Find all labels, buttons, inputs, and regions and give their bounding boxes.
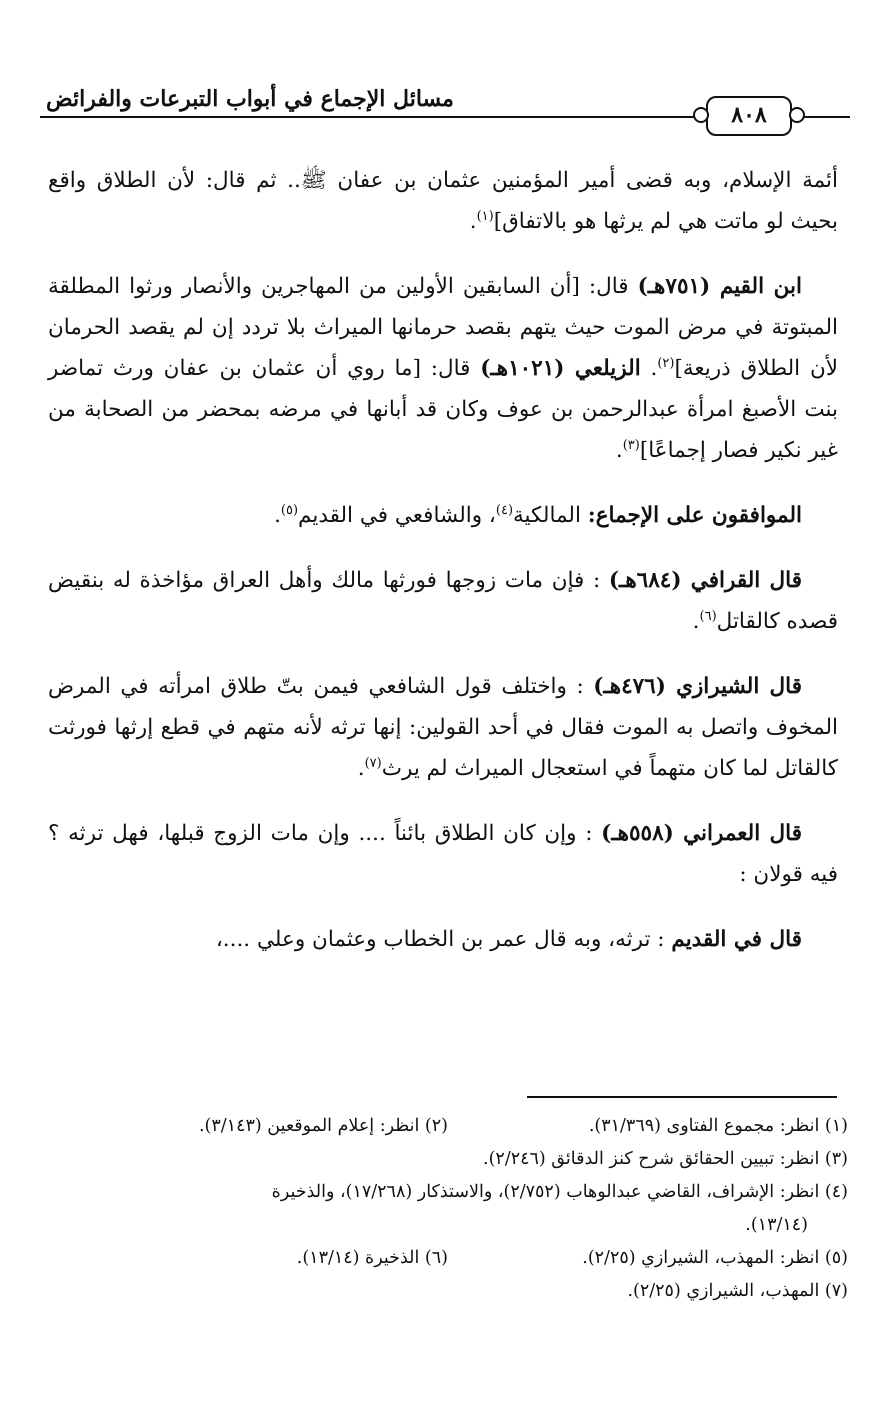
footnote-ref: (١) <box>476 208 494 224</box>
paragraph-4: قال القرافي (٦٨٤هـ) : فإن مات زوجها فورثها مالك وأهل العراق مؤاخذة له بنقيض قصده كالقاتل$^{(٦)}$. <box>48 568 838 634</box>
page-header <box>40 82 850 130</box>
footnote-row <box>48 1209 848 1242</box>
scholar-name: قال القرافي (٦٨٤هـ) <box>608 568 802 593</box>
footnote-ref: (٧) <box>364 755 382 771</box>
section-lead: قال في القديم <box>671 927 802 952</box>
paragraph-3: الموافقون على الإجماع: المالكية$^{(٤)}$، والشافعي في القديم$^{(٥)}$. <box>274 502 802 528</box>
footnotes <box>48 1110 848 1308</box>
footnote-row <box>48 1275 848 1308</box>
scholar-name: قال الشيرازي (٤٧٦هـ) <box>593 674 802 699</box>
footnote-1: (١) انظر: مجموع الفتاوى (٣١/٣٦٩). <box>588 1116 848 1136</box>
paragraph-text: : فإن مات زوجها فورثها مالك وأهل العراق مؤاخذة له بنقيض قصده كالقاتل <box>48 568 838 634</box>
scholar-name: ابن القيم (٧٥١هـ) <box>637 274 802 299</box>
scholar-name: قال العمراني (٥٥٨هـ) <box>601 821 802 846</box>
footnote-5: (٥) انظر: المهذب، الشيرازي (٢/٢٥). <box>582 1248 848 1268</box>
running-title: مسائل الإجماع في أبواب التبرعات والفرائض <box>40 86 672 112</box>
footnote-6: (٦) الذخيرة (١٣/١٤). <box>296 1248 448 1268</box>
footnote-row <box>48 1242 848 1275</box>
footnote-7: (٧) المهذب، الشيرازي (٢/٢٥). <box>627 1281 848 1301</box>
main-text <box>48 160 838 984</box>
paragraph-text: : ترثه، وبه قال عمر بن الخطاب وعثمان وعلي ....، <box>215 927 672 952</box>
footnote-row <box>48 1143 848 1176</box>
paragraph-text: ، والشافعي في القديم <box>298 503 496 528</box>
scholar-name: الزيلعي (١٠٢١هـ) <box>480 356 641 381</box>
footnote-3: (٣) انظر: تبيين الحقائق شرح كنز الدقائق (٢/٢٤٦). <box>483 1149 848 1169</box>
footnote-row <box>48 1176 848 1209</box>
paragraph-1: أئمة الإسلام، وبه قضى أمير المؤمنين عثمان بن عفان ﷺ.. ثم قال: لأن الطلاق واقع بحيث لو ماتت هي لم يرثها هو بالاتفاق]$^{(١)}$. <box>48 168 838 234</box>
paragraph-text: قال: [أن السابقين الأولين من المهاجرين والأنصار ورثوا المطلقة المبتوتة في مرض الموت حيث يتهم بقصد حرمانها الميراث بلا تردد إن لم يقصد الحرمان لأن الطلاق ذريعة] <box>48 274 838 381</box>
footnote-ref: (٦) <box>699 608 717 624</box>
footnote-4-continued: (١٣/١٤). <box>745 1215 808 1235</box>
footnote-ref: (٣) <box>622 437 640 453</box>
footnote-2: (٢) انظر: إعلام الموقعين (٣/١٤٣). <box>198 1116 448 1136</box>
paragraph-text: أئمة الإسلام، وبه قضى أمير المؤمنين عثمان بن عفان ﷺ.. ثم قال: لأن الطلاق واقع بحيث لو ماتت هي لم يرثها هو بالاتفاق] <box>48 168 838 234</box>
paragraph-5: قال الشيرازي (٤٧٦هـ) : واختلف قول الشافعي فيمن بتّ طلاق امرأته في المرض المخوف واتصل به الموت فقال في أحد القولين: إنها ترثه لأنه متهم في قطع إرثها فورثت كالقاتل لما كان متهماً في استعجال الميراث لم يرث$^{(٧)}$. <box>48 674 838 781</box>
section-lead: الموافقون على الإجماع: <box>587 503 802 528</box>
paragraph-6 <box>48 813 838 895</box>
paragraph-text: المالكية <box>513 503 588 528</box>
footnote-ref: (٥) <box>280 502 299 518</box>
footnote-ref: (٢) <box>657 355 675 371</box>
paragraph-7 <box>48 919 838 960</box>
paragraph-text: قال: [ما روي أن عثمان بن عفان ورث تماضر بنت الأصبغ امرأة عبدالرحمن بن عوف وكان قد أبانها في مرضه بمحضر من الصحابة من غير نكير فصار إجماعًا] <box>48 356 838 463</box>
page-number: ٨٠٨ <box>706 96 792 136</box>
footnote-row <box>48 1110 848 1143</box>
footnote-separator <box>527 1096 837 1098</box>
paragraph-2: ابن القيم (٧٥١هـ) قال: [أن السابقين الأولين من المهاجرين والأنصار ورثوا المطلقة المبتوتة في مرض الموت حيث يتهم بقصد حرمانها الميراث بلا تردد إن لم يقصد الحرمان لأن الطلاق ذريعة]$^{(٢)}$. الزيلعي (١٠٢١هـ) قال: [ما روي أن عثمان بن عفان ورث تماضر بنت الأصبغ امرأة عبدالرحمن بن عوف وكان قد أبانها في مرضه بمحضر من الصحابة من غير نكير فصار إجماعًا]$^{(٣)}$. <box>48 274 838 463</box>
footnote-4: (٤) انظر: الإشراف، القاضي عبدالوهاب (٢/٧٥٢)، والاستذكار (١٧/٢٦٨)، والذخيرة <box>271 1182 848 1202</box>
paragraph-text: : واختلف قول الشافعي فيمن بتّ طلاق امرأته في المرض المخوف واتصل به الموت فقال في أحد القولين: إنها ترثه لأنه متهم في قطع إرثها فورثت كالقاتل لما كان متهماً في استعجال الميراث لم يرث <box>48 674 838 781</box>
paragraph-text: : وإن كان الطلاق بائناً .... وإن مات الزوج قبلها، فهل ترثه ؟ فيه قولان : <box>48 821 838 887</box>
footnote-ref: (٤) <box>495 502 514 518</box>
